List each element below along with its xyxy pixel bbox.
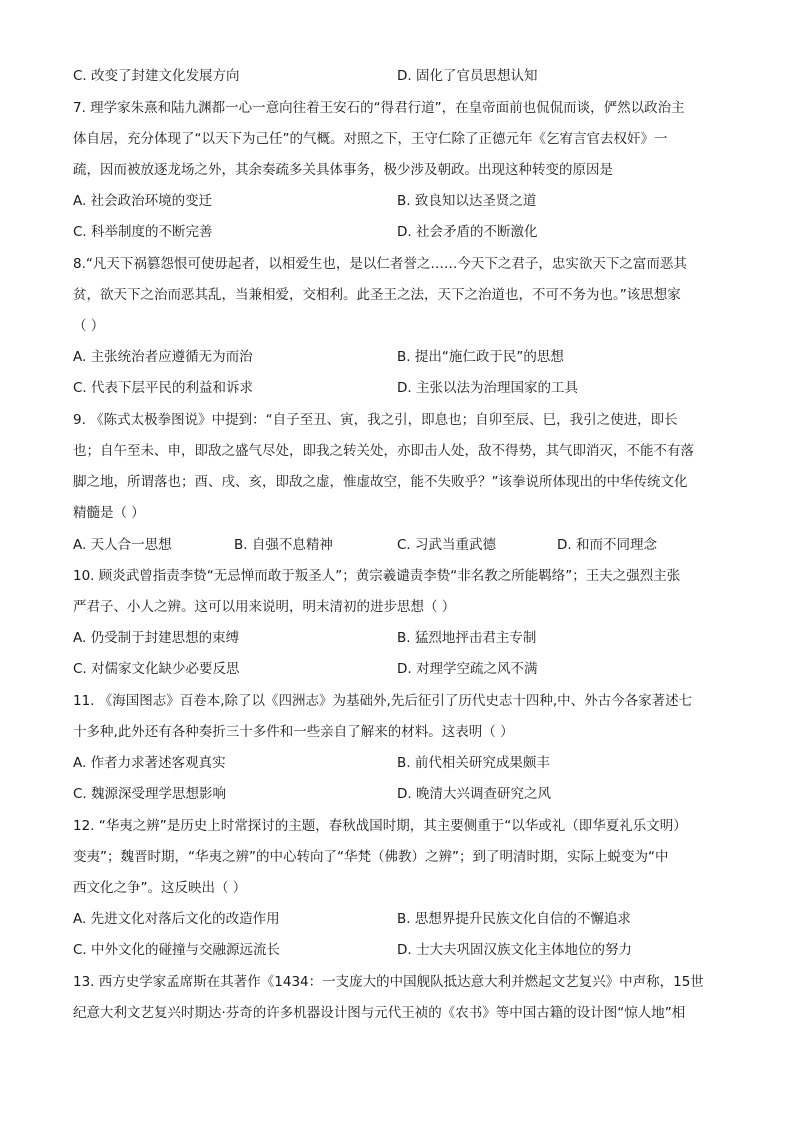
q8-option-a[interactable]: A. 主张统治者应遵循无为而治 bbox=[73, 349, 253, 365]
q7-stem-line-1: 7. 理学家朱熹和陆九渊都一心一意向往着王安石的“得君行道”，在皇帝面前也侃侃而谈，俨然以政治主 bbox=[73, 100, 685, 116]
q9-option-d[interactable]: D. 和而不同理念 bbox=[557, 537, 657, 553]
q12-stem-line-2: 变夷”；魏晋时期，“华夷之辨”的中心转向了“华梵（佛教）之辨”；到了明清时期，实际上蜕变为“中 bbox=[73, 849, 669, 865]
q10-stem-line-1: 10. 顾炎武曾指责李贽“无忌惮而敢于叛圣人”；黄宗羲谴责李贽“非名教之所能羁络”；王夫之强烈主张 bbox=[73, 568, 681, 584]
q8-option-c[interactable]: C. 代表下层平民的利益和诉求 bbox=[73, 380, 254, 396]
q13-stem-line-2: 纪意大利文艺复兴时期达·芬奇的许多机器设计图与元代王祯的《农书》等中国古籍的设计图“惊人地”相 bbox=[73, 1005, 686, 1021]
q6-option-c[interactable]: C. 改变了封建文化发展方向 bbox=[73, 68, 240, 84]
q7-option-a[interactable]: A. 社会政治环境的变迁 bbox=[73, 193, 213, 209]
q9-option-c[interactable]: C. 习武当重武德 bbox=[397, 537, 497, 553]
q11-stem-line-2: 十多种,此外还有各种奏折三十多件和一些亲自了解来的材料。这表明（ ） bbox=[73, 724, 514, 740]
q11-option-c[interactable]: C. 魏源深受理学思想影响 bbox=[73, 786, 227, 802]
q7-stem-line-2: 体自居，充分体现了“以天下为己任”的气概。对照之下，王守仁除了正德元年《乞宥言官去权奸》一 bbox=[73, 131, 668, 147]
q12-option-d[interactable]: D. 士大夫巩固汉族文化主体地位的努力 bbox=[397, 942, 632, 958]
q9-stem-line-4: 精髓是（ ） bbox=[73, 505, 145, 521]
q8-option-b[interactable]: B. 提出“施仁政于民”的思想 bbox=[397, 349, 564, 365]
q12-stem-line-3: 西文化之争”。这反映出（ ） bbox=[73, 880, 247, 896]
q8-option-d[interactable]: D. 主张以法为治理国家的工具 bbox=[397, 380, 578, 396]
q12-option-c[interactable]: C. 中外文化的碰撞与交融源远流长 bbox=[73, 942, 281, 958]
q7-option-d[interactable]: D. 社会矛盾的不断激化 bbox=[397, 224, 538, 240]
q7-option-b[interactable]: B. 致良知以达圣贤之道 bbox=[397, 193, 537, 209]
q9-stem-line-2: 也；自午至未、申，即敌之盛气尽处，即我之转关处，亦即击人处，敌不得势，其气即消灭，不能不有落 bbox=[73, 443, 694, 459]
q8-stem-line-1: 8.“凡天下祸篡怨恨可使毋起者，以相爱生也，是以仁者誉之……今天下之君子，忠实欲天下之富而恶其 bbox=[73, 256, 687, 272]
q8-stem-line-2: 贫，欲天下之治而恶其乱，当兼相爱，交相利。此圣王之法，天下之治道也，不可不务为也。”该思想家 bbox=[73, 287, 681, 303]
q9-stem-line-3: 脚之地，所谓落也；酉、戌、亥，即敌之虚，惟虚故空，能不失败乎？”该拳说所体现出的中华传统文化 bbox=[73, 474, 688, 490]
q9-option-b[interactable]: B. 自强不息精神 bbox=[234, 537, 333, 553]
q10-option-b[interactable]: B. 猛烈地抨击君主专制 bbox=[397, 630, 537, 646]
q11-option-d[interactable]: D. 晚清大兴调查研究之风 bbox=[397, 786, 551, 802]
q8-stem-line-3: （ ） bbox=[73, 318, 105, 334]
q12-stem-line-1: 12. “华夷之辨”是历史上时常探讨的主题，春秋战国时期，其主要侧重于“以华或礼（即华夏礼乐文明） bbox=[73, 818, 687, 834]
q7-stem-line-3: 疏，因而被放逐龙场之外，其余奏疏多关具体事务，极少涉及朝政。出现这种转变的原因是 bbox=[73, 162, 613, 178]
q9-stem-line-1: 9. 《陈式太极拳图说》中提到：“自子至丑、寅，我之引，即息也；自卯至辰、巳，我引之使进，即长 bbox=[73, 412, 678, 428]
q10-option-c[interactable]: C. 对儒家文化缺少必要反思 bbox=[73, 661, 240, 677]
q9-option-a[interactable]: A. 天人合一思想 bbox=[73, 537, 172, 553]
q12-option-b[interactable]: B. 思想界提升民族文化自信的不懈追求 bbox=[397, 911, 631, 927]
q10-stem-line-2: 严君子、小人之辨。这可以用来说明，明末清初的进步思想（ ） bbox=[73, 599, 456, 615]
q10-option-a[interactable]: A. 仍受制于封建思想的束缚 bbox=[73, 630, 240, 646]
q7-option-c[interactable]: C. 科举制度的不断完善 bbox=[73, 224, 213, 240]
q10-option-d[interactable]: D. 对理学空疏之风不满 bbox=[397, 661, 538, 677]
q6-option-d[interactable]: D. 固化了官员思想认知 bbox=[397, 68, 538, 84]
q13-stem-line-1: 13. 西方史学家孟席斯在其著作《1434：一支庞大的中国舰队抵达意大利并燃起文艺复兴》中声称，15世 bbox=[73, 974, 704, 990]
q11-stem-line-1: 11. 《海国图志》百卷本,除了以《四洲志》为基础外,先后征引了历代史志十四种,中、外古今各家著述七 bbox=[73, 693, 693, 709]
q11-option-b[interactable]: B. 前代相关研究成果颇丰 bbox=[397, 755, 550, 771]
q12-option-a[interactable]: A. 先进文化对落后文化的改造作用 bbox=[73, 911, 280, 927]
q11-option-a[interactable]: A. 作者力求著述客观真实 bbox=[73, 755, 226, 771]
